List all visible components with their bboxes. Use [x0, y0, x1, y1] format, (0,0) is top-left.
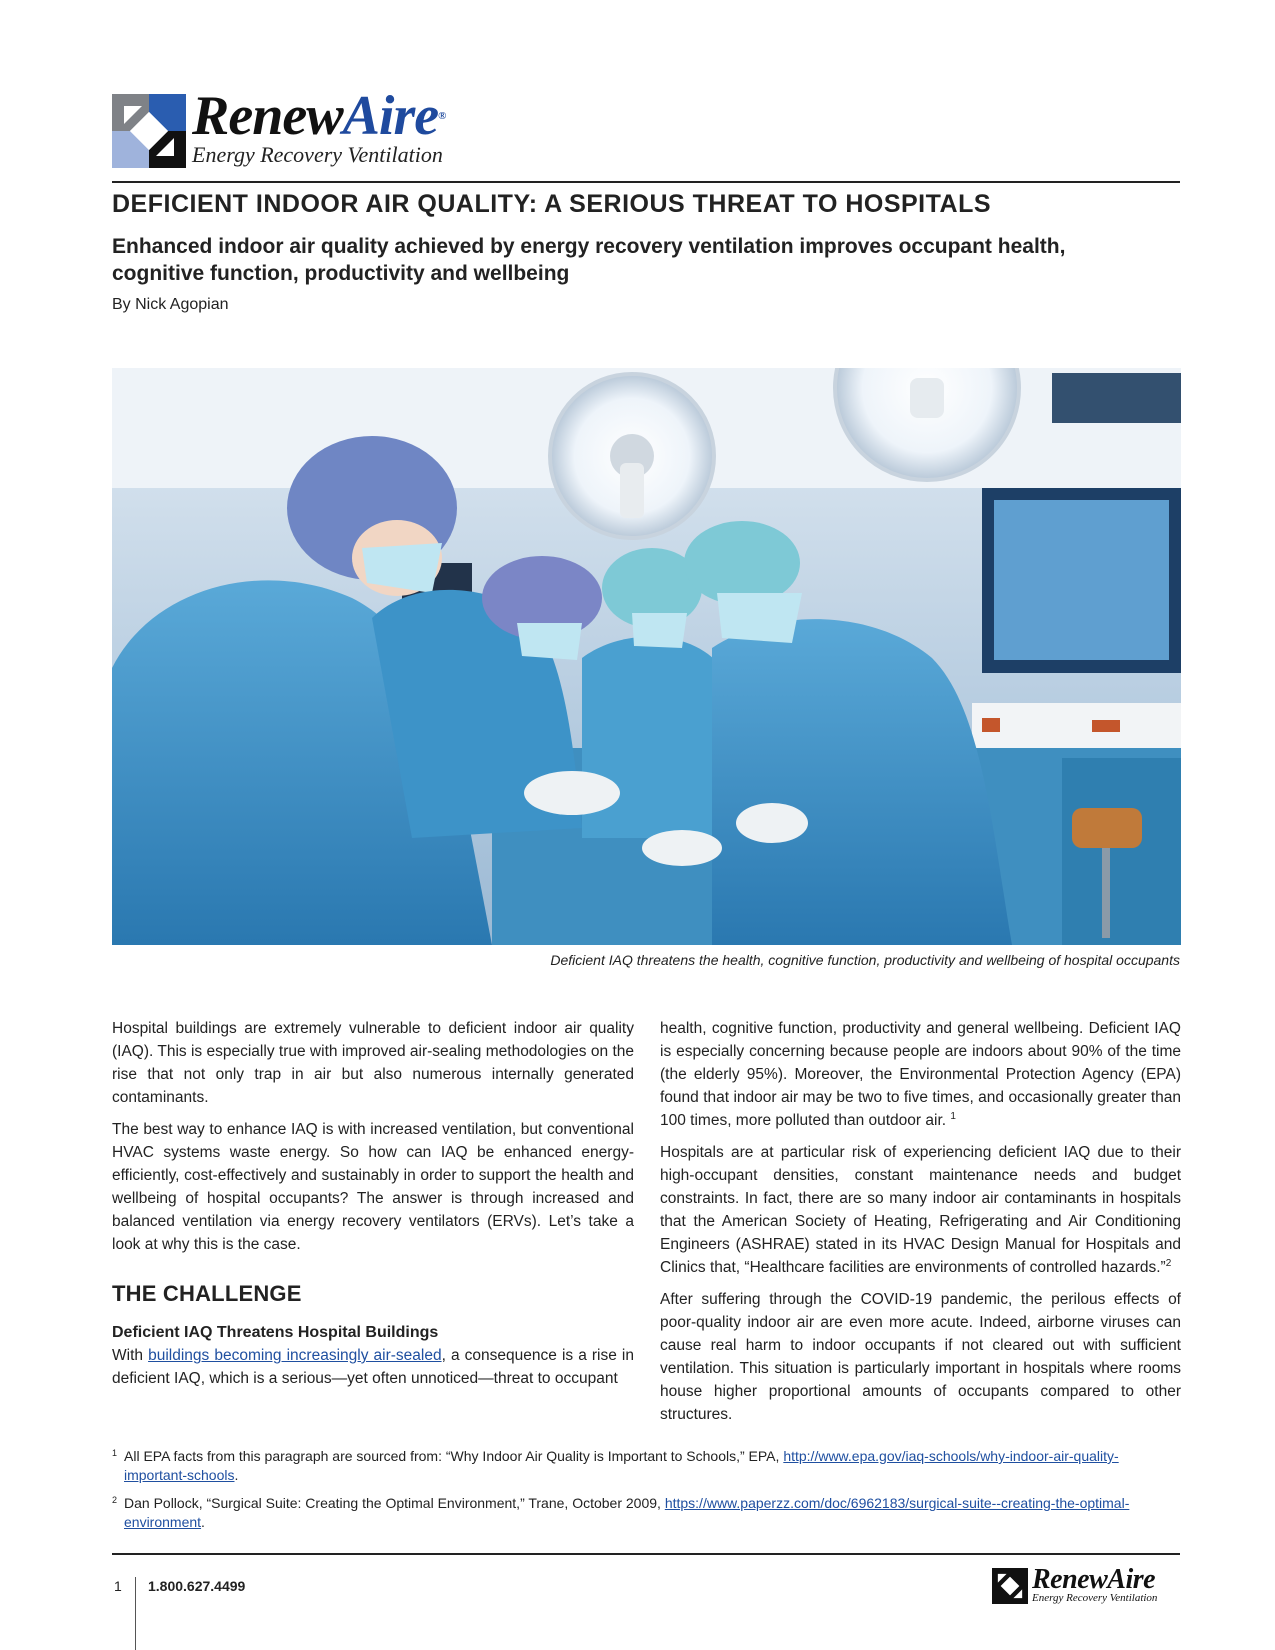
footer-vertical-rule	[135, 1577, 136, 1650]
header-logo	[112, 85, 512, 170]
paragraph: Hospital buildings are extremely vulnerable to deficient indoor air quality (IAQ). This is especially true with improved air-sealing methodologies on the rise that not only trap in air but also numerous internally generated contaminants.	[112, 1020, 634, 1106]
logo-tagline: Energy Recovery Ventilation	[192, 142, 443, 167]
air-sealed-link[interactable]: buildings becoming increasingly air-sealed	[148, 1347, 442, 1364]
page-subtitle: Enhanced indoor air quality achieved by energy recovery ventilation improves occupant health, cognitive function, productivity and wellbeing	[112, 235, 1066, 285]
phone-number: 1.800.627.4499	[148, 1578, 246, 1594]
paragraph: health, cognitive function, productivity and general wellbeing. Deficient IAQ is especially concerning because people are indoors about 90% of the time (the elderly 95%). Moreover, the Environmental Protection Agency (EPA) found that indoor air may be two to five times, and occasionally greater than 100 times, more polluted than outdoor air. $^1$	[660, 1020, 1181, 1129]
operating-room-photo	[112, 368, 1181, 945]
subheading: Deficient IAQ Threatens Hospital Buildings	[112, 1324, 439, 1341]
logo-wordmark: RenewAire®	[192, 85, 446, 147]
footer-logo-wordmark: RenewAire	[1032, 1564, 1156, 1595]
section-heading: THE CHALLENGE	[112, 1281, 302, 1306]
footer-logo-icon	[992, 1568, 1028, 1604]
footnote: 1 All EPA facts from this paragraph are sourced from: “Why Indoor Air Quality is Important to Schools,” EPA, http://www.epa.gov/iaq-schools/why-indoor-air-quality-important-schools.	[112, 1448, 1119, 1483]
footnote-link[interactable]: https://www.paperzz.com/doc/6962183/surgical-suite--creating-the-optimal-environment	[124, 1495, 1130, 1530]
footer-logo	[992, 1564, 1182, 1608]
footnote-ref: 2	[1165, 1257, 1172, 1269]
page-title: DEFICIENT INDOOR AIR QUALITY: A SERIOUS THREAT TO HOSPITALS	[112, 190, 992, 218]
footnotes	[112, 1447, 1180, 1541]
photo-caption: Deficient IAQ threatens the health, cognitive function, productivity and wellbeing of hospital occupants	[550, 952, 1180, 968]
page-number: 1	[114, 1578, 122, 1594]
article-column-right	[660, 1017, 1181, 1435]
footnote-link[interactable]: http://www.epa.gov/iaq-schools/why-indoor-air-quality-important-schools	[124, 1448, 1119, 1483]
paragraph: The best way to enhance IAQ is with increased ventilation, but conventional HVAC systems waste energy. So how can IAQ be enhanced energy-efficiently, cost-effectively and sustainably in order to support the health and wellbeing of hospital occupants? The answer is through increased and balanced ventilation via energy recovery ventilators (ERVs). Let’s take a look at why this is the case.	[112, 1121, 634, 1253]
footnote: 2 Dan Pollock, “Surgical Suite: Creating the Optimal Environment,” Trane, October 2009, https://www.paperzz.com/doc/6962183/surgical-suite--creating-the-optimal-environment.	[112, 1495, 1130, 1530]
header-divider	[112, 181, 1180, 183]
paragraph: With buildings becoming increasingly air-sealed, a consequence is a rise in deficient IAQ, which is a serious—yet often unnoticed—threat to occupant	[112, 1347, 635, 1387]
surgery-image	[112, 368, 1181, 945]
byline: By Nick Agopian	[112, 296, 229, 313]
paragraph: Hospitals are at particular risk of experiencing deficient IAQ due to their high-occupant densities, constant maintenance needs and budget constraints. In fact, there are so many indoor air contaminants in hospitals that the American Society of Heating, Refrigerating and Air Conditioning Engineers (ASHRAE) stated in its HVAC Design Manual for Hospitals and Clinics that, “Healthcare facilities are environments of controlled hazards.”$^2$	[660, 1144, 1181, 1276]
footer-logo-tagline: Energy Recovery Ventilation	[1032, 1592, 1158, 1604]
renewaire-logo-icon	[112, 94, 186, 168]
article-column-left	[112, 1017, 634, 1399]
footer-divider	[112, 1553, 1180, 1555]
paragraph: After suffering through the COVID-19 pandemic, the perilous effects of poor-quality indoor air are even more acute. Indeed, airborne viruses can cause real harm to indoor occupants if not cleared out with sufficient ventilation. This situation is particularly important in hospitals where rooms house higher proportional amounts of occupants compared to other structures.	[660, 1291, 1181, 1423]
footnote-ref: 1	[950, 1110, 956, 1122]
